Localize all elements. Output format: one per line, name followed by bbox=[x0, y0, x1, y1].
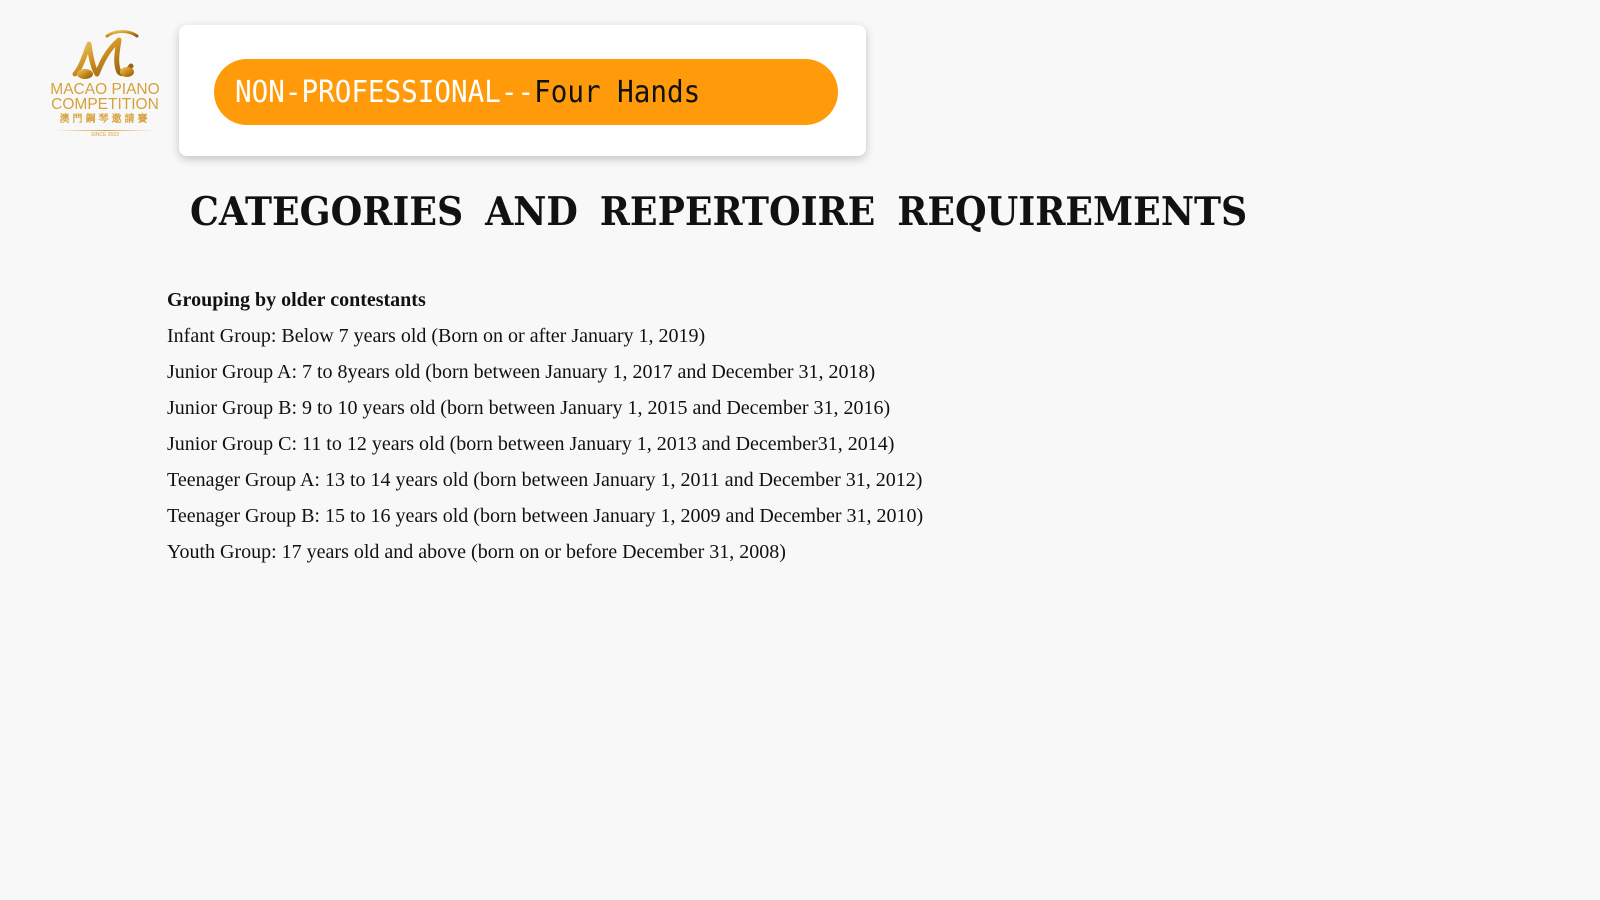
logo-divider bbox=[55, 130, 155, 131]
age-group-item: Junior Group A: 7 to 8years old (born between January 1, 2017 and December 31, 2018) bbox=[167, 361, 876, 383]
macao-piano-competition-logo bbox=[50, 28, 160, 146]
age-group-item: Junior Group B: 9 to 10 years old (born between January 1, 2015 and December 31, 2016) bbox=[167, 397, 891, 419]
age-group-item: Teenager Group A: 13 to 14 years old (born between January 1, 2011 and December 31, 2012) bbox=[167, 469, 923, 491]
age-groups-title: Grouping by older contestants bbox=[167, 289, 426, 311]
category-banner-suffix: Four Hands bbox=[534, 75, 701, 110]
category-banner-card bbox=[179, 25, 866, 156]
logo-name-line2: COMPETITION bbox=[51, 96, 159, 113]
logo-name-chinese: 澳門鋼琴邀請賽 bbox=[59, 114, 151, 125]
age-group-item: Junior Group C: 11 to 12 years old (born between January 1, 2013 and December31, 2014) bbox=[167, 433, 895, 455]
logo-name-line1: MACAO PIANO bbox=[50, 81, 160, 98]
category-banner-text bbox=[235, 73, 700, 113]
age-groups-section bbox=[167, 282, 1267, 570]
category-banner-pill bbox=[214, 59, 838, 125]
age-group-item: Infant Group: Below 7 years old (Born on or after January 1, 2019) bbox=[167, 325, 706, 347]
logo-since: SINCE 2023 bbox=[91, 132, 119, 138]
age-group-item: Teenager Group B: 15 to 16 years old (born between January 1, 2009 and December 31, 2010) bbox=[167, 505, 924, 527]
page-heading: CATEGORIES AND REPERTOIRE REQUIREMENTS bbox=[190, 189, 1248, 235]
m-monogram-icon bbox=[67, 28, 143, 82]
category-banner-prefix: NON-PROFESSIONAL-- bbox=[235, 75, 535, 110]
age-group-item: Youth Group: 17 years old and above (born on or before December 31, 2008) bbox=[167, 541, 786, 563]
